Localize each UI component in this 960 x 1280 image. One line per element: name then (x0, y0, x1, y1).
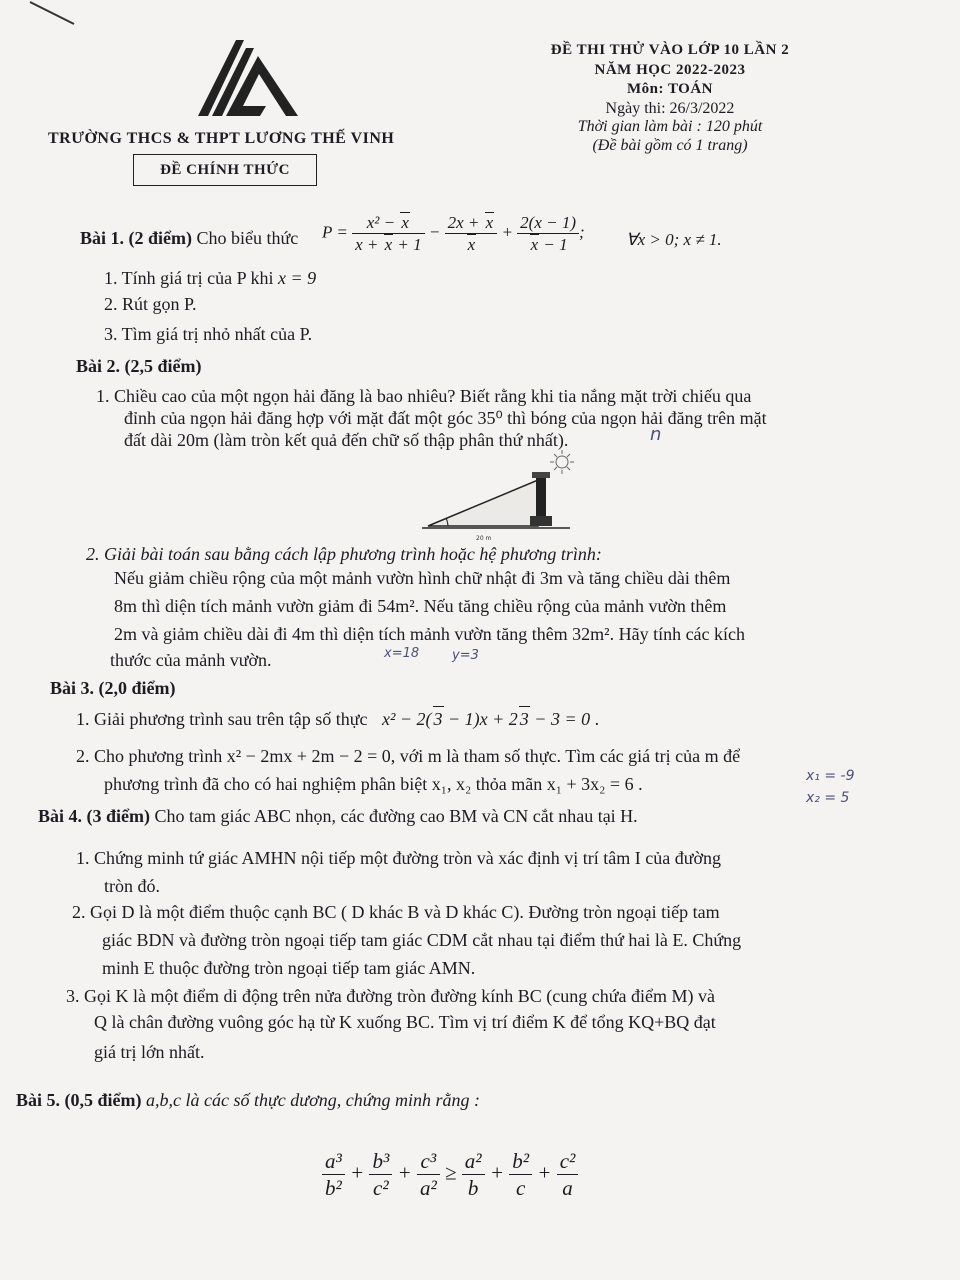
sun-icon (550, 450, 574, 474)
bai4-p2-line2: giác BDN và đường tròn ngoại tiếp tam giác CDM cắt nhau tại điểm thứ hai là E. Chứng (102, 930, 742, 950)
subject: Môn: TOÁN (626, 81, 714, 97)
handwritten-x: x=18 (384, 646, 420, 661)
bai3-p1-text: 1. Giải phương trình sau trên tập số thực (76, 709, 368, 729)
exam-title: ĐỀ THI THỬ VÀO LỚP 10 LẦN 2 (550, 42, 790, 58)
bai2-p1-line3: đất dài 20m (làm tròn kết quả đến chữ số thập phân thứ nhất). (124, 430, 569, 450)
handwritten-y: y=3 (452, 648, 479, 663)
bai4-p2-line3: minh E thuộc đường tròn ngoại tiếp tam giác AMN. (102, 958, 476, 978)
bai4-p3-line2: Q là chân đường vuông góc hạ từ K xuống BC. Tìm vị trí điểm K để tổng KQ+BQ đạt (94, 1012, 716, 1032)
bai4-heading: Bài 4. (3 điểm) (38, 806, 150, 826)
bai2-p1-line1: 1. Chiều cao của một ngọn hải đăng là bao nhiêu? Biết rằng khi tia nắng mặt trời chiếu qua (96, 386, 752, 406)
school-logo (196, 34, 300, 118)
bai3-p2-line2: phương trình đã cho có hai nghiệm phân biệt x₁, x₂ thỏa mãn x₁ + 3x₂ = 6 . (104, 774, 643, 794)
bai2-p1-line2: đỉnh của ngọn hải đăng hợp với mặt đất một góc 35⁰ thì bóng của ngọn hải đăng trên mặt (124, 408, 767, 428)
bai4-p1-line1: 1. Chứng minh tứ giác AMHN nội tiếp một đường tròn và xác định vị trí tâm I của đường (76, 848, 721, 868)
bai5-line (16, 1088, 480, 1112)
handwritten-x2: x₂ = 5 (806, 790, 850, 806)
bai2-p2-line4: thước của mảnh vườn. (110, 650, 272, 670)
school-name: TRƯỜNG THCS & THPT LƯƠNG THẾ VINH (48, 130, 395, 147)
bai5-heading: Bài 5. (0,5 điểm) (16, 1090, 142, 1110)
bai1-item1-text: 1. Tính giá trị của P khi (104, 268, 274, 288)
exam-duration: Thời gian làm bài : 120 phút (577, 118, 763, 135)
bai4-line (38, 804, 638, 828)
figure-label: 20 m (476, 535, 492, 542)
bai1-expression: P = $\frac{\text{x² − x}}{x + x + 1}$ − $\frac{2x + x}{x}$ + $\frac{2(x - 1)}{x - 1}$ ; (322, 212, 585, 254)
bai4-p2-line1: 2. Gọi D là một điểm thuộc cạnh BC ( D khác B và D khác C). Đường tròn ngoại tiếp tam (72, 902, 720, 922)
lighthouse-figure (420, 448, 590, 544)
handwritten-x1: x₁ = -9 (806, 768, 855, 784)
school-year: NĂM HỌC 2022-2023 (594, 62, 746, 78)
bai2-p2-line2: 8m thì diện tích mảnh vườn giảm đi 54m². Nếu tăng chiều rộng của mảnh vườn thêm (114, 596, 727, 616)
bai4-intro: Cho tam giác ABC nhọn, các đường cao BM và CN cắt nhau tại H. (154, 806, 638, 826)
bai4-p3-line1: 3. Gọi K là một điểm di động trên nửa đường tròn đường kính BC (cung chứa điểm M) và (66, 986, 715, 1006)
bai2-p2-title: 2. Giải bài toán sau bằng cách lập phương trình hoặc hệ phương trình: (86, 544, 602, 564)
exam-date: Ngày thi: 26/3/2022 (605, 100, 735, 117)
pages-note: (Đề bài gồm có 1 trang) (592, 137, 748, 154)
bai3-p2-line1: 2. Cho phương trình x² − 2mx + 2m − 2 = 0, với m là tham số thực. Tìm các giá trị của m để (76, 746, 741, 766)
bai3-p1: 1. Giải phương trình sau trên tập số thực x² − 2( 3 − 1)x + 2 3 − 3 = 0 . (76, 706, 599, 731)
bai3-equation: x² − 2( 3 − 1)x + 2 3 − 3 = 0 (382, 709, 590, 729)
bai1-line (80, 226, 298, 250)
bai4-p1-line2: tròn đó. (104, 876, 160, 896)
bai1-item1-value: x = 9 (277, 268, 317, 288)
bai5-intro: a,b,c là các số thực dương, chứng minh rằng : (146, 1090, 481, 1110)
bai1-item3: 3. Tìm giá trị nhỏ nhất của P. (104, 324, 313, 344)
pen-scribble (28, 0, 78, 30)
bai1-item1 (104, 266, 316, 290)
bai2-heading: Bài 2. (2,5 điểm) (76, 356, 202, 376)
bai3-heading: Bài 3. (2,0 điểm) (50, 678, 176, 698)
official-label: ĐỀ CHÍNH THỨC (133, 154, 317, 186)
bai1-intro: Cho biểu thức (196, 228, 299, 248)
bai2-p2-line3: 2m và giảm chiều dài đi 4m thì diện tích mảnh vườn tăng thêm 32m². Hãy tính các kích (114, 624, 746, 644)
bai2-p2-line1: Nếu giảm chiều rộng của một mảnh vườn hình chữ nhật đi 3m và tăng chiều dài thêm (114, 568, 731, 588)
bai1-item2: 2. Rút gọn P. (104, 294, 197, 314)
handwritten-note: n (650, 424, 662, 445)
bai1-heading: Bài 1. (2 điểm) (80, 228, 192, 248)
bai1-condition: ∀x > 0; x ≠ 1. (626, 230, 722, 249)
bai5-inequality: $\frac{\text{a³}}{\text{b²}}$ + $\frac{\text{b³}}{\text{c²}}$ + $\frac{\text{c³}}{\text{a²}}$ ≥ $\frac{\text{a²}}{b}$ + $\frac{\text{b²}}{c}$ + $\frac{\text{c²}}{a}$ (322, 1148, 578, 1201)
bai4-p3-line3: giá trị lớn nhất. (94, 1042, 205, 1062)
